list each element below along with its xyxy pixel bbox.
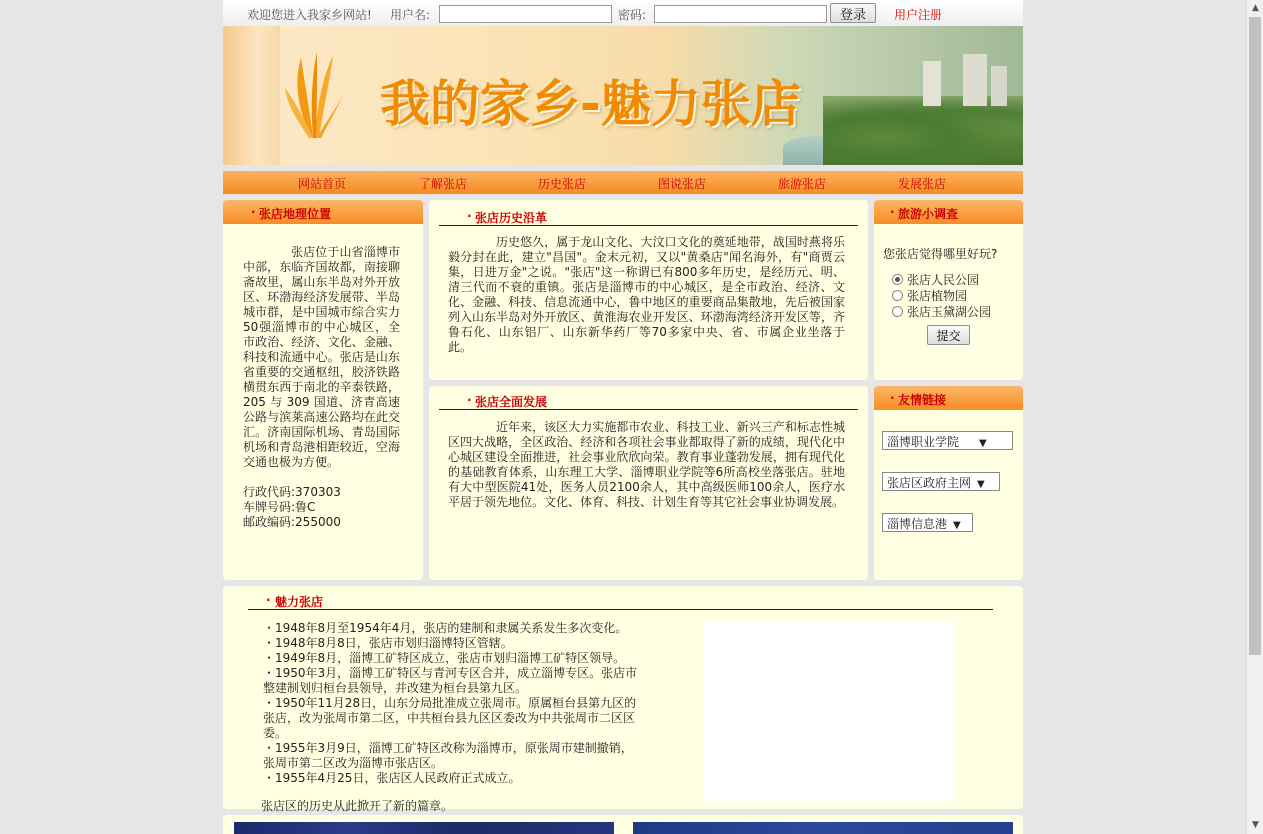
development-paragraph: 近年来，该区大力实施都市农业、科技工业、新兴三产和标志性城区四大战略，全区政治、经济和各项社会事业都取得了新的成绩，现代化中心城区建设全面推进，社会事业欣欣向荣。教育事业蓬勃发展，拥有现代化的基础教育体系，山东理工大学、淄博职业学院等6所高校坐落张店。驻地有大中型医院41处，医务人员2100余人，其中高级医师100余人，医疗水平居于领先地位。文化、体育、科技、计划生育等其它社会事业协调发展。 [448,420,845,509]
bullet-icon: · [890,205,895,219]
charm-closing: 张店区的历史从此掀开了新的篇章。 [261,799,454,813]
survey-question: 您张店觉得哪里好玩? [883,247,998,261]
survey-option-label: 张店人民公园 [907,273,980,287]
welcome-text: 欢迎您进入我家乡网站! [247,8,372,22]
password-label: 密码: [618,8,647,22]
survey-option-label: 张店植物园 [907,289,968,303]
survey-option[interactable] [892,303,991,320]
page [223,0,1023,834]
charm-panel [223,586,1023,813]
list-item: ・1955年4月25日，张店区人民政府正式成立。 [263,771,521,785]
survey-option[interactable] [892,271,979,288]
list-item: ・1955年3月9日，淄博工矿特区改称为淄博市，原张周市建制撤销，张周市第二区改为淄博市张店区。 [263,741,633,770]
nav-item-home[interactable]: 网站首页 [298,177,347,191]
list-item: ・1950年11月28日，山东分局批准成立张周市。原属桓台县第九区的张店，改为张周市第二区，中共桓台县九区区委改为中共张周市二区区委。 [263,696,637,740]
banner-building [991,66,1007,106]
list-item: ・1948年8月8日，张店市划归淄博特区管辖。 [263,636,513,650]
city-photo [633,822,1013,834]
development-text [448,420,845,510]
survey-panel [874,200,1023,380]
main-nav [223,171,1023,194]
scroll-down-icon[interactable]: ▼ [1252,820,1259,830]
link-select-government[interactable]: 张店区政府主网 ▼ [882,472,1000,491]
geo-postal-code: 邮政编码:255000 [243,515,341,529]
banner-title: 我的家乡-魅力张店 [380,75,801,133]
survey-option-label: 张店玉黛湖公园 [907,305,992,319]
bullet-icon: · [467,209,472,223]
survey-option[interactable] [892,287,967,304]
radio-icon[interactable] [892,274,903,285]
wheat-logo-icon [281,50,345,140]
survey-panel-header [874,200,1023,224]
history-panel-header [439,204,858,226]
link-select-info[interactable]: 淄博信息港 ▼ [882,513,973,532]
development-panel [429,386,868,580]
banner-building [963,54,987,106]
register-link[interactable]: 用户注册 [894,8,943,22]
list-item: ・1948年8月至1954年4月，张店的建制和隶属关系发生多次变化。 [263,621,628,635]
nav-item-gallery[interactable]: 图说张店 [658,177,707,191]
vertical-scrollbar[interactable] [1246,0,1263,834]
charm-panel-title: 魅力张店 [275,595,324,609]
chevron-down-icon: ▼ [979,438,987,449]
bullet-icon: · [890,391,895,405]
list-item: ・1950年3月，淄博工矿特区与青河专区合并，成立淄博专区。张店市整建制划归桓台县领导，并改建为桓台县第九区。 [263,666,638,695]
nav-item-about[interactable]: 了解张店 [419,177,468,191]
chevron-down-icon: ▼ [953,520,961,531]
login-button[interactable]: 登录 [830,3,876,23]
history-text [448,235,845,355]
list-item: ・1949年8月，淄博工矿特区成立，张店市划归淄博工矿特区领导。 [263,651,626,665]
bullet-icon: · [251,205,256,219]
nav-item-development[interactable]: 发展张店 [898,177,947,191]
radio-icon[interactable] [892,290,903,301]
chevron-down-icon: ▼ [977,479,985,490]
survey-submit-button[interactable]: 提交 [927,325,970,345]
banner-building [923,61,941,106]
banner [223,26,1023,165]
charm-list [263,621,638,814]
geo-paragraph: 张店位于山省淄博市中部，东临齐国故都，南接聊斋故里，属山东半岛对外开放区、环渤海经济发展带、半岛城市群，是中国城市综合实力50强淄博市的中心城区，全市政治、经济、文化、金融、科技和流通中心。张店是山东省重要的交通枢纽，胶济铁路横贯东西于南北的辛泰铁路，205 与 309 国道、济青高速公路与滨莱高速公路均在此交汇。济南国际机场、青岛国际机场和青岛港相距较近，空海交通也极为方便。 [243,245,400,469]
links-panel-header [874,386,1023,410]
geo-panel-header [223,200,423,224]
development-panel-header [439,388,858,410]
scroll-thumb[interactable] [1249,17,1261,655]
charm-image-placeholder [703,621,953,801]
geo-panel-title: 张店地理位置 [259,207,332,221]
bullet-icon: · [266,593,271,607]
username-label: 用户名: [390,8,431,22]
banner-left-band-2 [255,26,280,165]
charm-panel-header [248,588,993,610]
link-select-college[interactable]: 淄博职业学院 ▼ [882,431,1013,450]
bullet-icon: · [467,393,472,407]
username-input[interactable] [439,5,612,23]
geo-panel [223,200,423,580]
history-panel [429,200,868,380]
geo-admin-code: 行政代码:370303 [243,485,341,499]
survey-panel-title: 旅游小调查 [898,207,959,221]
history-paragraph: 历史悠久，属于龙山文化、大汶口文化的奠延地带，战国时燕将乐毅分封在此，建立"昌国"。金末元初，又以"黄桑店"闻名海外，有"商贾云集，日进万金"之说。"张店"这一称谓已有800多年历史，是经历元、明、清三代而不衰的重镇。张店是淄博市的中心城区，是全市政治、经济、文化、金融、科技、信息流通中心，鲁中地区的重要商品集散地，先后被国家列入山东半岛对外开放区、黄淮海农业开发区、环渤海湾经济开发区等，齐鲁石化、山东铝厂、山东新华药厂等70多家中央、省、市属企业坐落于此。 [448,235,845,354]
history-panel-title: 张店历史沿革 [475,211,548,225]
city-photo [234,822,614,834]
password-input[interactable] [654,5,827,23]
login-bar [223,0,1023,26]
development-panel-title: 张店全面发展 [475,395,548,409]
nav-item-travel[interactable]: 旅游张店 [778,177,827,191]
radio-icon[interactable] [892,306,903,317]
banner-left-band [223,26,255,165]
links-panel [874,386,1023,580]
geo-text [243,245,400,530]
scroll-up-icon[interactable]: ▲ [1252,3,1259,13]
banner-trees [823,96,1023,165]
nav-item-history[interactable]: 历史张店 [538,177,587,191]
links-panel-title: 友情链接 [898,393,947,407]
geo-plate-code: 车牌号码:鲁C [243,500,316,514]
